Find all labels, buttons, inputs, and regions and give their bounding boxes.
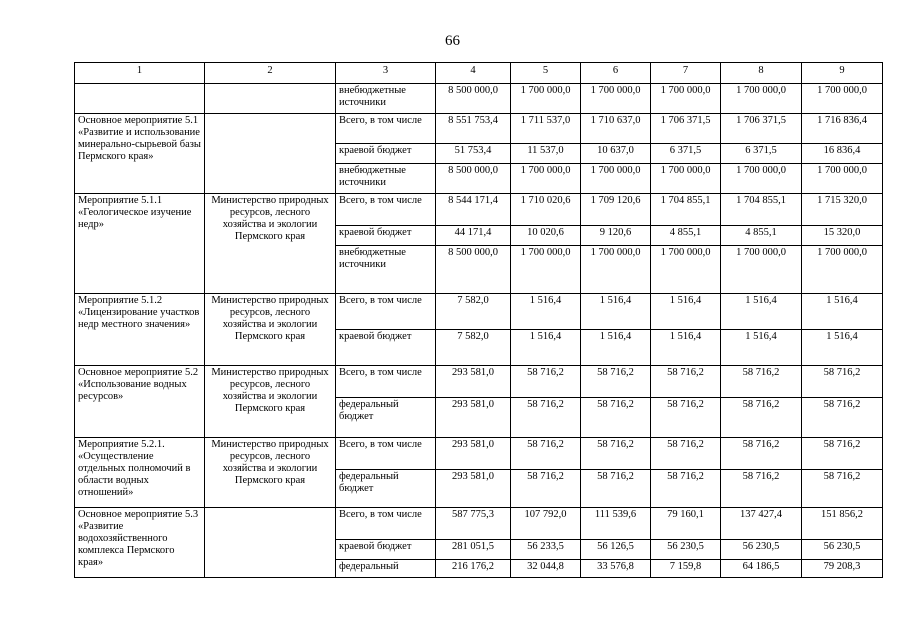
- amount-cell: 1 700 000,0: [651, 84, 721, 114]
- amount-cell: 8 500 000,0: [436, 164, 511, 194]
- amount-cell: 216 176,2: [436, 560, 511, 578]
- amount-cell: 32 044,8: [511, 560, 581, 578]
- table-row: [75, 438, 883, 470]
- funding-source-cell: краевой бюджет: [336, 226, 436, 246]
- amount-cell: 58 716,2: [511, 470, 581, 508]
- amount-cell: 58 716,2: [721, 438, 802, 470]
- amount-cell: 58 716,2: [581, 438, 651, 470]
- funding-source-cell: Всего, в том числе: [336, 366, 436, 398]
- amount-cell: 10 020,6: [511, 226, 581, 246]
- amount-cell: 6 371,5: [651, 144, 721, 164]
- amount-cell: 8 500 000,0: [436, 84, 511, 114]
- amount-cell: 1 700 000,0: [802, 246, 883, 294]
- amount-cell: 1 700 000,0: [581, 164, 651, 194]
- responsible-executor-cell: [205, 114, 336, 194]
- activity-name-cell: Мероприятие 5.1.1 «Геологическое изучение недр»: [75, 194, 205, 294]
- amount-cell: 4 855,1: [651, 226, 721, 246]
- amount-cell: 1 700 000,0: [581, 246, 651, 294]
- amount-cell: 1 516,4: [721, 294, 802, 330]
- amount-cell: 1 516,4: [581, 330, 651, 366]
- amount-cell: 1 704 855,1: [721, 194, 802, 226]
- amount-cell: 58 716,2: [651, 470, 721, 508]
- column-header: 5: [511, 63, 581, 84]
- amount-cell: 16 836,4: [802, 144, 883, 164]
- amount-cell: 6 371,5: [721, 144, 802, 164]
- funding-source-cell: Всего, в том числе: [336, 438, 436, 470]
- amount-cell: 151 856,2: [802, 508, 883, 540]
- responsible-executor-cell: [205, 508, 336, 578]
- column-header: 6: [581, 63, 651, 84]
- amount-cell: 293 581,0: [436, 470, 511, 508]
- column-header: 9: [802, 63, 883, 84]
- amount-cell: 51 753,4: [436, 144, 511, 164]
- amount-cell: 1 516,4: [511, 330, 581, 366]
- amount-cell: 58 716,2: [721, 366, 802, 398]
- table-row: [75, 194, 883, 226]
- amount-cell: 1 516,4: [802, 330, 883, 366]
- amount-cell: 10 637,0: [581, 144, 651, 164]
- amount-cell: 64 186,5: [721, 560, 802, 578]
- amount-cell: 44 171,4: [436, 226, 511, 246]
- amount-cell: 4 855,1: [721, 226, 802, 246]
- amount-cell: 1 716 836,4: [802, 114, 883, 144]
- funding-source-cell: Всего, в том числе: [336, 294, 436, 330]
- column-header: 4: [436, 63, 511, 84]
- amount-cell: 281 051,5: [436, 540, 511, 560]
- amount-cell: 58 716,2: [802, 398, 883, 438]
- amount-cell: 58 716,2: [581, 470, 651, 508]
- budget-table: [74, 62, 883, 578]
- amount-cell: 1 700 000,0: [802, 164, 883, 194]
- funding-source-cell: федеральный бюджет: [336, 398, 436, 438]
- table-row: [75, 366, 883, 398]
- column-header: 1: [75, 63, 205, 84]
- amount-cell: 7 159,8: [651, 560, 721, 578]
- table-row: [75, 84, 883, 114]
- amount-cell: 1 700 000,0: [651, 246, 721, 294]
- amount-cell: 293 581,0: [436, 398, 511, 438]
- amount-cell: 58 716,2: [651, 398, 721, 438]
- amount-cell: 58 716,2: [511, 398, 581, 438]
- activity-name-cell: Мероприятие 5.2.1. «Осуществление отдельных полномочий в области водных отношений»: [75, 438, 205, 508]
- amount-cell: 58 716,2: [511, 366, 581, 398]
- funding-source-cell: федеральный: [336, 560, 436, 578]
- responsible-executor-cell: [205, 84, 336, 114]
- funding-source-cell: краевой бюджет: [336, 540, 436, 560]
- activity-name-cell: Основное мероприятие 5.2 «Использование водных ресурсов»: [75, 366, 205, 438]
- amount-cell: 1 706 371,5: [651, 114, 721, 144]
- amount-cell: 1 704 855,1: [651, 194, 721, 226]
- amount-cell: 1 516,4: [511, 294, 581, 330]
- amount-cell: 1 715 320,0: [802, 194, 883, 226]
- amount-cell: 1 700 000,0: [581, 84, 651, 114]
- amount-cell: 7 582,0: [436, 330, 511, 366]
- amount-cell: 1 700 000,0: [511, 84, 581, 114]
- amount-cell: 1 516,4: [651, 330, 721, 366]
- amount-cell: 1 710 020,6: [511, 194, 581, 226]
- activity-name-cell: [75, 84, 205, 114]
- amount-cell: 293 581,0: [436, 438, 511, 470]
- amount-cell: 1 706 371,5: [721, 114, 802, 144]
- amount-cell: 56 126,5: [581, 540, 651, 560]
- amount-cell: 58 716,2: [721, 398, 802, 438]
- amount-cell: 58 716,2: [802, 366, 883, 398]
- amount-cell: 58 716,2: [651, 438, 721, 470]
- amount-cell: 587 775,3: [436, 508, 511, 540]
- amount-cell: 8 551 753,4: [436, 114, 511, 144]
- amount-cell: 293 581,0: [436, 366, 511, 398]
- amount-cell: 1 700 000,0: [651, 164, 721, 194]
- amount-cell: 7 582,0: [436, 294, 511, 330]
- amount-cell: 15 320,0: [802, 226, 883, 246]
- amount-cell: 58 716,2: [802, 438, 883, 470]
- funding-source-cell: федеральный бюджет: [336, 470, 436, 508]
- amount-cell: 79 160,1: [651, 508, 721, 540]
- amount-cell: 1 700 000,0: [511, 246, 581, 294]
- table-row: [75, 114, 883, 144]
- amount-cell: 1 516,4: [651, 294, 721, 330]
- column-header: 3: [336, 63, 436, 84]
- responsible-executor-cell: Министерство природных ресурсов, лесного хозяйства и экологии Пермского края: [205, 294, 336, 366]
- amount-cell: 58 716,2: [581, 366, 651, 398]
- amount-cell: 111 539,6: [581, 508, 651, 540]
- responsible-executor-cell: Министерство природных ресурсов, лесного хозяйства и экологии Пермского края: [205, 438, 336, 508]
- column-header: 7: [651, 63, 721, 84]
- amount-cell: 1 516,4: [802, 294, 883, 330]
- funding-source-cell: внебюджетные источники: [336, 84, 436, 114]
- funding-source-cell: внебюджетные источники: [336, 246, 436, 294]
- column-header: 2: [205, 63, 336, 84]
- amount-cell: 56 230,5: [651, 540, 721, 560]
- amount-cell: 1 709 120,6: [581, 194, 651, 226]
- funding-source-cell: Всего, в том числе: [336, 508, 436, 540]
- activity-name-cell: Основное мероприятие 5.1 «Развитие и использование минерально-сырьевой базы Пермского края»: [75, 114, 205, 194]
- amount-cell: 56 233,5: [511, 540, 581, 560]
- amount-cell: 58 716,2: [511, 438, 581, 470]
- amount-cell: 1 710 637,0: [581, 114, 651, 144]
- amount-cell: 56 230,5: [721, 540, 802, 560]
- amount-cell: 9 120,6: [581, 226, 651, 246]
- header-row: [75, 63, 883, 84]
- funding-source-cell: Всего, в том числе: [336, 194, 436, 226]
- column-header: 8: [721, 63, 802, 84]
- amount-cell: 137 427,4: [721, 508, 802, 540]
- funding-source-cell: краевой бюджет: [336, 330, 436, 366]
- amount-cell: 1 516,4: [721, 330, 802, 366]
- activity-name-cell: Основное мероприятие 5.3 «Развитие водохозяйственного комплекса Пермского края»: [75, 508, 205, 578]
- amount-cell: 79 208,3: [802, 560, 883, 578]
- amount-cell: 1 516,4: [581, 294, 651, 330]
- amount-cell: 58 716,2: [721, 470, 802, 508]
- amount-cell: 8 500 000,0: [436, 246, 511, 294]
- page-number: 66: [445, 33, 460, 49]
- amount-cell: 8 544 171,4: [436, 194, 511, 226]
- amount-cell: 1 700 000,0: [721, 164, 802, 194]
- amount-cell: 58 716,2: [581, 398, 651, 438]
- amount-cell: 33 576,8: [581, 560, 651, 578]
- responsible-executor-cell: Министерство природных ресурсов, лесного хозяйства и экологии Пермского края: [205, 194, 336, 294]
- funding-source-cell: краевой бюджет: [336, 144, 436, 164]
- amount-cell: 11 537,0: [511, 144, 581, 164]
- amount-cell: 56 230,5: [802, 540, 883, 560]
- amount-cell: 1 700 000,0: [511, 164, 581, 194]
- amount-cell: 58 716,2: [802, 470, 883, 508]
- table-row: [75, 508, 883, 540]
- amount-cell: 58 716,2: [651, 366, 721, 398]
- amount-cell: 1 700 000,0: [721, 84, 802, 114]
- amount-cell: 1 711 537,0: [511, 114, 581, 144]
- table-row: [75, 294, 883, 330]
- amount-cell: 107 792,0: [511, 508, 581, 540]
- activity-name-cell: Мероприятие 5.1.2 «Лицензирование участков недр местного значения»: [75, 294, 205, 366]
- amount-cell: 1 700 000,0: [802, 84, 883, 114]
- amount-cell: 1 700 000,0: [721, 246, 802, 294]
- funding-source-cell: внебюджетные источники: [336, 164, 436, 194]
- funding-source-cell: Всего, в том числе: [336, 114, 436, 144]
- responsible-executor-cell: Министерство природных ресурсов, лесного хозяйства и экологии Пермского края: [205, 366, 336, 438]
